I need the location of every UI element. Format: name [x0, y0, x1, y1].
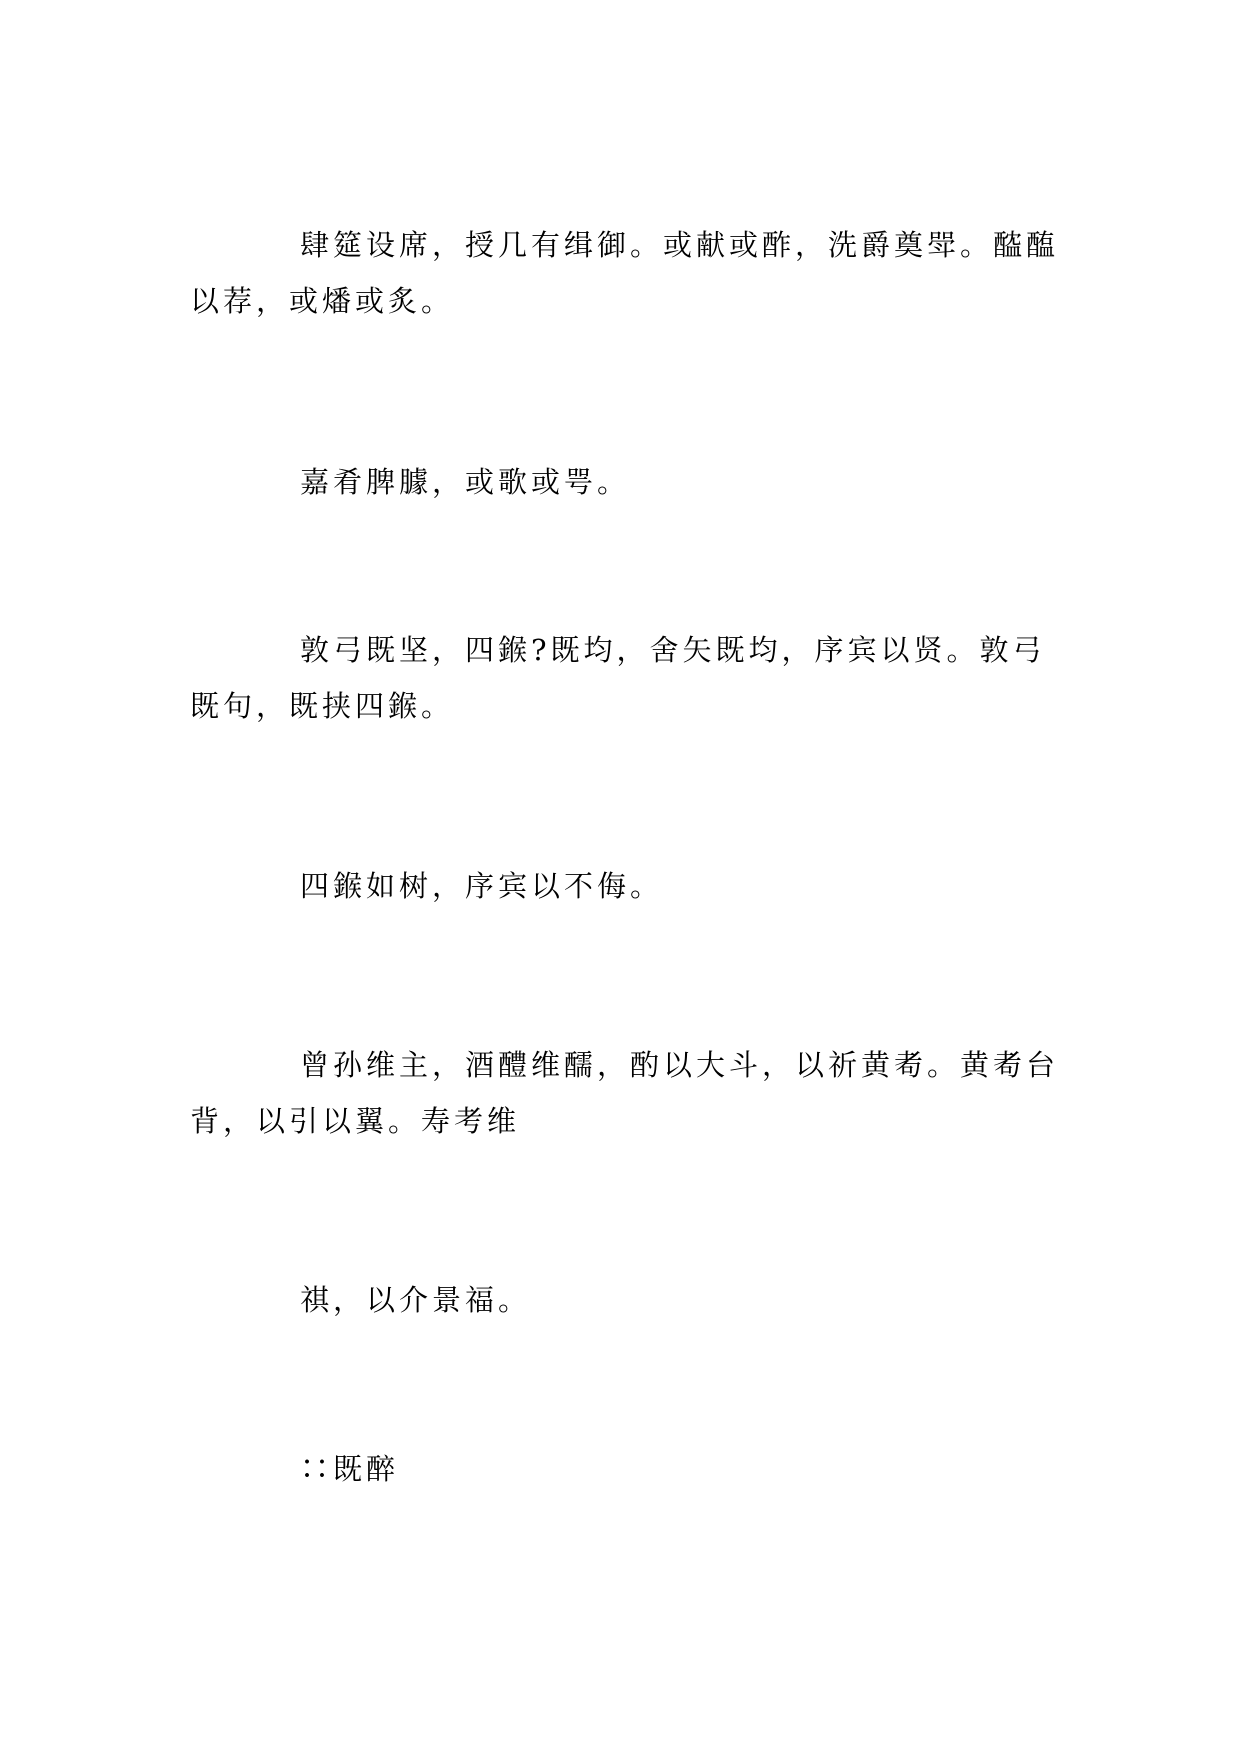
paragraph: 祺，以介景福。: [300, 1283, 532, 1317]
paragraph: 敦弓既坚，四鍭?既均，舍矢既均，序宾以贤。敦弓既句，既挟四鍭。: [190, 633, 1046, 723]
paragraph: 曾孙维主，酒醴维醹，酌以大斗，以祈黄耇。黄耇台背，以引以翼。寿考维: [190, 1048, 1060, 1138]
paragraph: 肆筵设席，授几有缉御。或献或酢，洗爵奠斝。醓醢以荐，或燔或炙。: [190, 228, 1060, 318]
section-heading: ∷既醉: [300, 1452, 400, 1486]
paragraph: 四鍭如树，序宾以不侮。: [300, 869, 664, 903]
paragraph: 嘉肴脾臄，或歌或咢。: [300, 465, 631, 499]
